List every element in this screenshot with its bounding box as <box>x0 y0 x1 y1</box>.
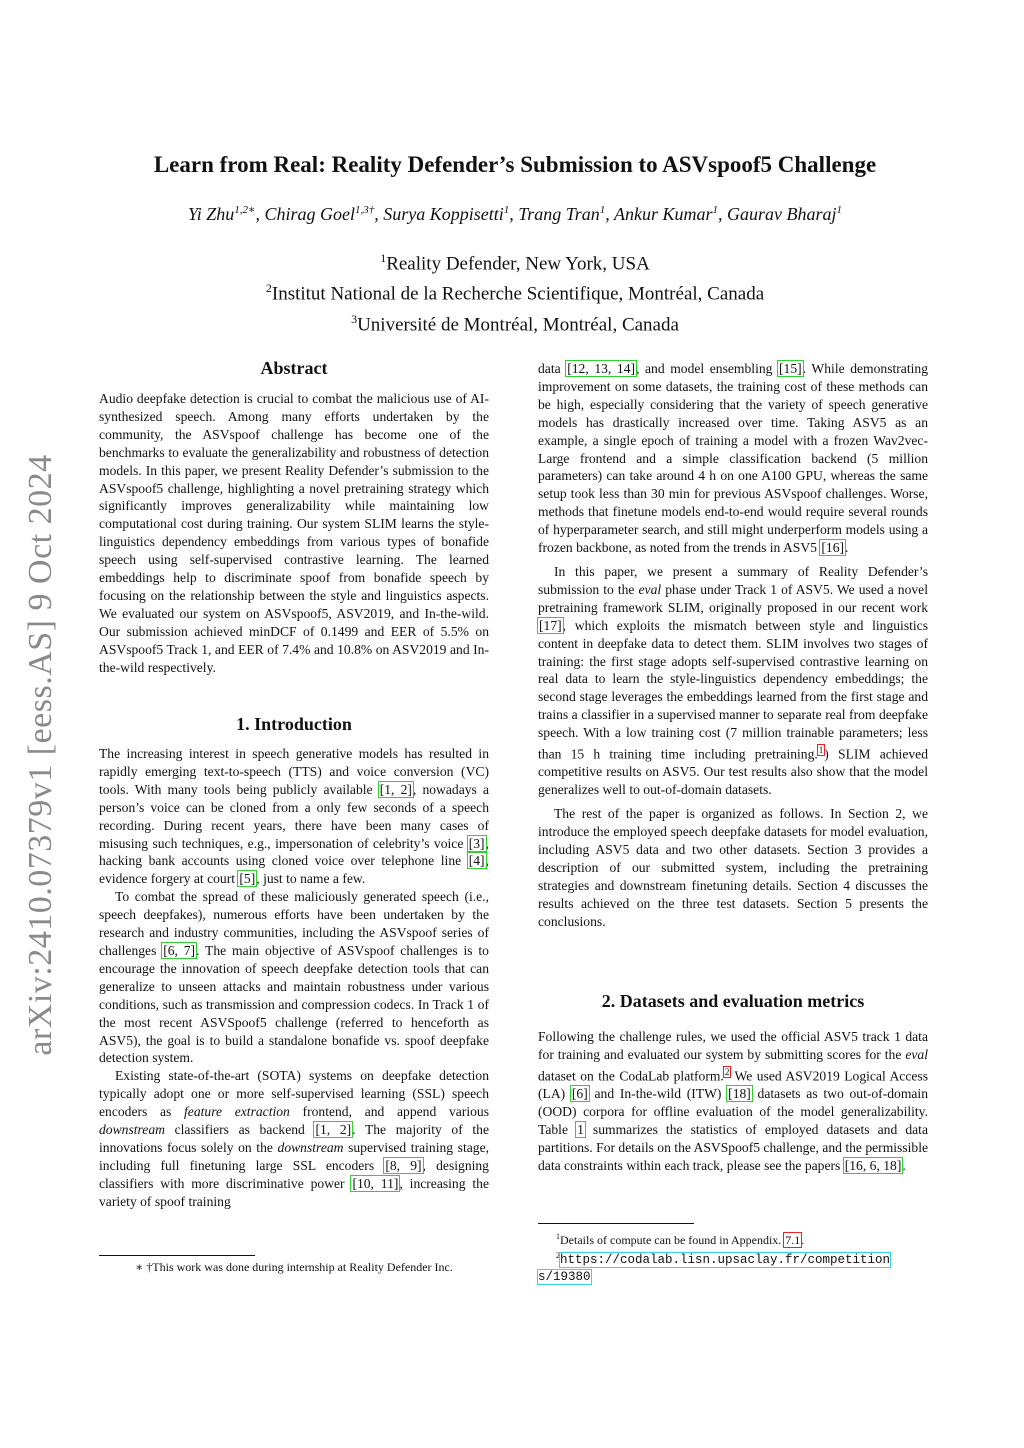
author-sup: 1 <box>836 204 842 216</box>
intro-continuation: data [12, 13, 14], and model ensembling [15]. While demonstrating improvement on some datasets, the training cost of these methods can be high, especially considering that the variety of speech generative models has drastically increased over time. Taking ASV5 as an example, a single epoch of training a model with a frozen Wav2vec-Large frontend and a simple classification backend (5 million parameters) can take around 4 h on one A100 GPU, whereas the same setup took less than 30 min for previous ASVspoof challenges. Worse, methods that finetune models end-to-end would require several rounds of hyperparameter search, and still might underperform models using a frozen backbone, as noted from the trends in ASV5 [16]. <box>538 361 928 556</box>
citation-link[interactable]: [4] <box>468 853 485 869</box>
footnote-internship: ∗ †This work was done during internship at Reality Defender Inc. <box>135 1260 453 1274</box>
affiliation <box>95 246 935 276</box>
citation-link[interactable]: [8, 9] <box>385 1157 422 1173</box>
author-sup: 1,3† <box>354 204 375 216</box>
intro-paragraph-1: The increasing interest in speech generative models has resulted in rapidly emerging text-to-speech (TTS) and voice conversion (VC) tools. With many tools being publicly available [1, 2], nowadays a person’s voice can be cloned from a only few seconds of a speech recording. During recent years, there have been many cases of misusing such techniques, e.g., impersonation of celebrity’s voice [3], hacking bank accounts using cloned voice over telephone line [4], evidence forgery at court [5], just to name a few. <box>99 746 490 887</box>
citation-link[interactable]: [1, 2] <box>379 781 412 797</box>
affiliation-text: Institut National de la Recherche Scientifique, Montréal, Canada <box>271 283 765 305</box>
arxiv-stamp <box>14 450 68 1060</box>
affiliation-list <box>95 246 935 337</box>
footnote-rule <box>538 1223 694 1224</box>
author-name: Surya Koppisetti <box>383 204 504 224</box>
codalab-url-link-cont[interactable]: s/19380 <box>538 1270 591 1284</box>
affiliation-text: Reality Defender, New York, USA <box>386 253 650 275</box>
codalab-url-link[interactable]: https://codalab.lisn.upsaclay.fr/competition <box>560 1253 891 1267</box>
citation-link[interactable]: [18] <box>728 1086 751 1102</box>
table-ref-link[interactable]: 1 <box>577 1122 584 1138</box>
intro-paragraph-3: Existing state-of-the-art (SOTA) systems on deepfake detection typically adopt one or more self-supervised learning (SSL) speech encoders as feature extraction frontend, and append various downstream classifiers as backend [1, 2]. The majority of the innovations focus solely on the downstream supervised training stage, including full finetuning large SSL encoders [8, 9], designing classifiers with more discriminative power [10, 11], increasing the variety of spoof training <box>99 1068 490 1209</box>
citation-link[interactable]: [10, 11] <box>352 1175 399 1191</box>
author-name: Gaurav Bharaj <box>726 204 837 224</box>
affiliation-text: Université de Montréal, Montréal, Canada <box>357 313 679 335</box>
affiliation-sup: 3 <box>351 311 358 326</box>
citation-link[interactable]: [1, 2] <box>315 1122 352 1138</box>
author-sup: 1 <box>712 204 718 216</box>
citation-link[interactable]: [3] <box>468 835 485 851</box>
footnote-ref-link[interactable]: 2 <box>724 1066 730 1077</box>
abstract-heading: Abstract <box>260 358 328 378</box>
citation-link[interactable]: [16] <box>821 540 845 556</box>
datasets-heading: 2. Datasets and evaluation metrics <box>601 991 865 1011</box>
author-list: Yi Zhu$^{1,2∗}$, Chirag Goel$^{1,3\dagger}$, Surya Koppisetti$^1$, Trang Tran$^1$, Ankur Kumar$^1$, Gaurav Bharaj$^1$ <box>188 204 842 224</box>
paper-title: Learn from Real: Reality Defender’s Submission to ASVspoof5 Challenge <box>153 152 877 177</box>
author-sup: 1 <box>503 204 510 216</box>
citation-link[interactable]: [16, 6, 18] <box>844 1157 902 1173</box>
author-name: Chirag Goel <box>264 204 355 224</box>
footnote-2: $^2$https://codalab.lisn.upsaclay.fr/competition <box>556 1251 891 1267</box>
affiliation-sup: 1 <box>380 251 387 265</box>
abstract-text: Audio deepfake detection is crucial to combat the malicious use of AI-synthesized speech. Among many efforts undertaken by the community, the ASVspoof challenge has become one of the benchmarks to evaluate the generalizability and robustness of detection models. In this paper, we present Reality Defender’s submission to the ASVspoof5 challenge, highlighting a novel pretraining strategy which significantly improves generalizability while maintaining low computational cost during training. Our system SLIM learns the style-linguistics dependency embeddings from various types of bonafide speech using self-supervised contrastive learning. The learned embeddings help to discriminate spoof from bonafide speech by focusing on the relationship between the style and linguistics aspects. We evaluated our system on ASVspoof5, ASV2019, and In-the-wild. Our submission achieved minDCF of 0.1499 and EER of 5.5% on ASVspoof5 Track 1, and EER of 7.4% and 10.8% on ASV2019 and In-the-wild respectively. <box>99 391 489 675</box>
arxiv-stamp-text: arXiv:2410.07379v1 [eess.AS] 9 Oct 2024 <box>22 454 59 1056</box>
citation-link[interactable]: [12, 13, 14] <box>567 361 636 376</box>
affiliation <box>95 307 935 337</box>
right-column-body <box>538 360 928 931</box>
intro-heading: 1. Introduction <box>236 714 352 734</box>
author-name: Trang Tran <box>518 204 600 224</box>
intro-paragraph-4: In this paper, we present a summary of Reality Defender’s submission to the eval phase under Track 1 of ASV5. We used a novel pretraining framework SLIM, originally proposed in our recent work [17], which exploits the mismatch between style and linguistics content in deepfake data to detect them. SLIM involves two stages of training: the first stage adopts self-supervised contrastive learning on real data to learn the style-linguistics dependency embeddings; the second stage leverages the embeddings learned from the first stage and trains a classifier in a supervised manner to separate real from deepfake speech. With a low training cost (7 million trainable parameters; less than 15 h training time including pretraining.$^1$) SLIM achieved competitive results on ASV5. Our test results also show that the model generalizes well to out-of-domain datasets. <box>538 563 928 798</box>
affiliation-sup: 2 <box>265 281 272 296</box>
appendix-ref-link[interactable]: 7.1 <box>785 1233 801 1247</box>
datasets-body <box>538 1028 928 1175</box>
abstract-body <box>99 390 489 677</box>
citation-link[interactable]: [17] <box>539 617 562 633</box>
intro-body <box>99 745 489 1211</box>
citation-link[interactable]: [15] <box>779 361 802 376</box>
footnote-1: $^1$Details of compute can be found in Appendix. 7.1. <box>556 1232 805 1247</box>
intro-paragraph-5: The rest of the paper is organized as follows. In Section 2, we introduce the employed speech deepfake datasets for model evaluation, including ASV5 data and two other datasets. Section 3 provides a description of our submitted system, including the pretraining strategies and downstream finetuning details. Section 4 discusses the results achieved on the three test datasets. Section 5 presents the conclusions. <box>538 806 928 929</box>
author-name: Yi Zhu <box>188 204 235 224</box>
author-sup: 1 <box>599 204 606 216</box>
footnote-rule <box>99 1255 255 1256</box>
citation-link[interactable]: [6] <box>571 1086 588 1102</box>
datasets-paragraph: Following the challenge rules, we used the official ASV5 track 1 data for training and evaluated our system by submitting scores for the eval dataset on the CodaLab platform.$^2$ We used ASV2019 Logical Access (LA) [6] and In-the-wild (ITW) [18] datasets as two out-of-domain (OOD) corpora for offline evaluation of the model generalizability. Table 1 summarizes the statistics of employed datasets and data partitions. For details on the ASVSpoof5 challenge, and the permissible data constraints within each track, please see the papers [16, 6, 18]. <box>538 1029 929 1173</box>
author-sup: 1,2∗ <box>234 204 256 216</box>
author-name: Ankur Kumar <box>613 204 713 224</box>
citation-link[interactable]: [5] <box>239 871 256 887</box>
citation-link[interactable]: [6, 7] <box>163 942 196 958</box>
intro-paragraph-2: To combat the spread of these maliciously generated speech (i.e., speech deepfakes), numerous efforts have been undertaken by the research and industry communities, including the ASVspoof series of challenges [6, 7]. The main objective of ASVspoof challenges is to encourage the innovation of speech deepfake detection tools that can generalize to unseen attacks and maintain robustness under various conditions, such as transmission and compression codecs. In Track 1 of the most recent ASVSpoof5 challenge (referred to henceforth as ASV5), the goal is to build a standalone bonafide vs. spoof deepfake detection system. <box>99 889 489 1066</box>
footnote-ref-link[interactable]: 1 <box>818 745 824 756</box>
footnotes-right <box>538 1229 930 1285</box>
affiliation <box>95 276 935 306</box>
